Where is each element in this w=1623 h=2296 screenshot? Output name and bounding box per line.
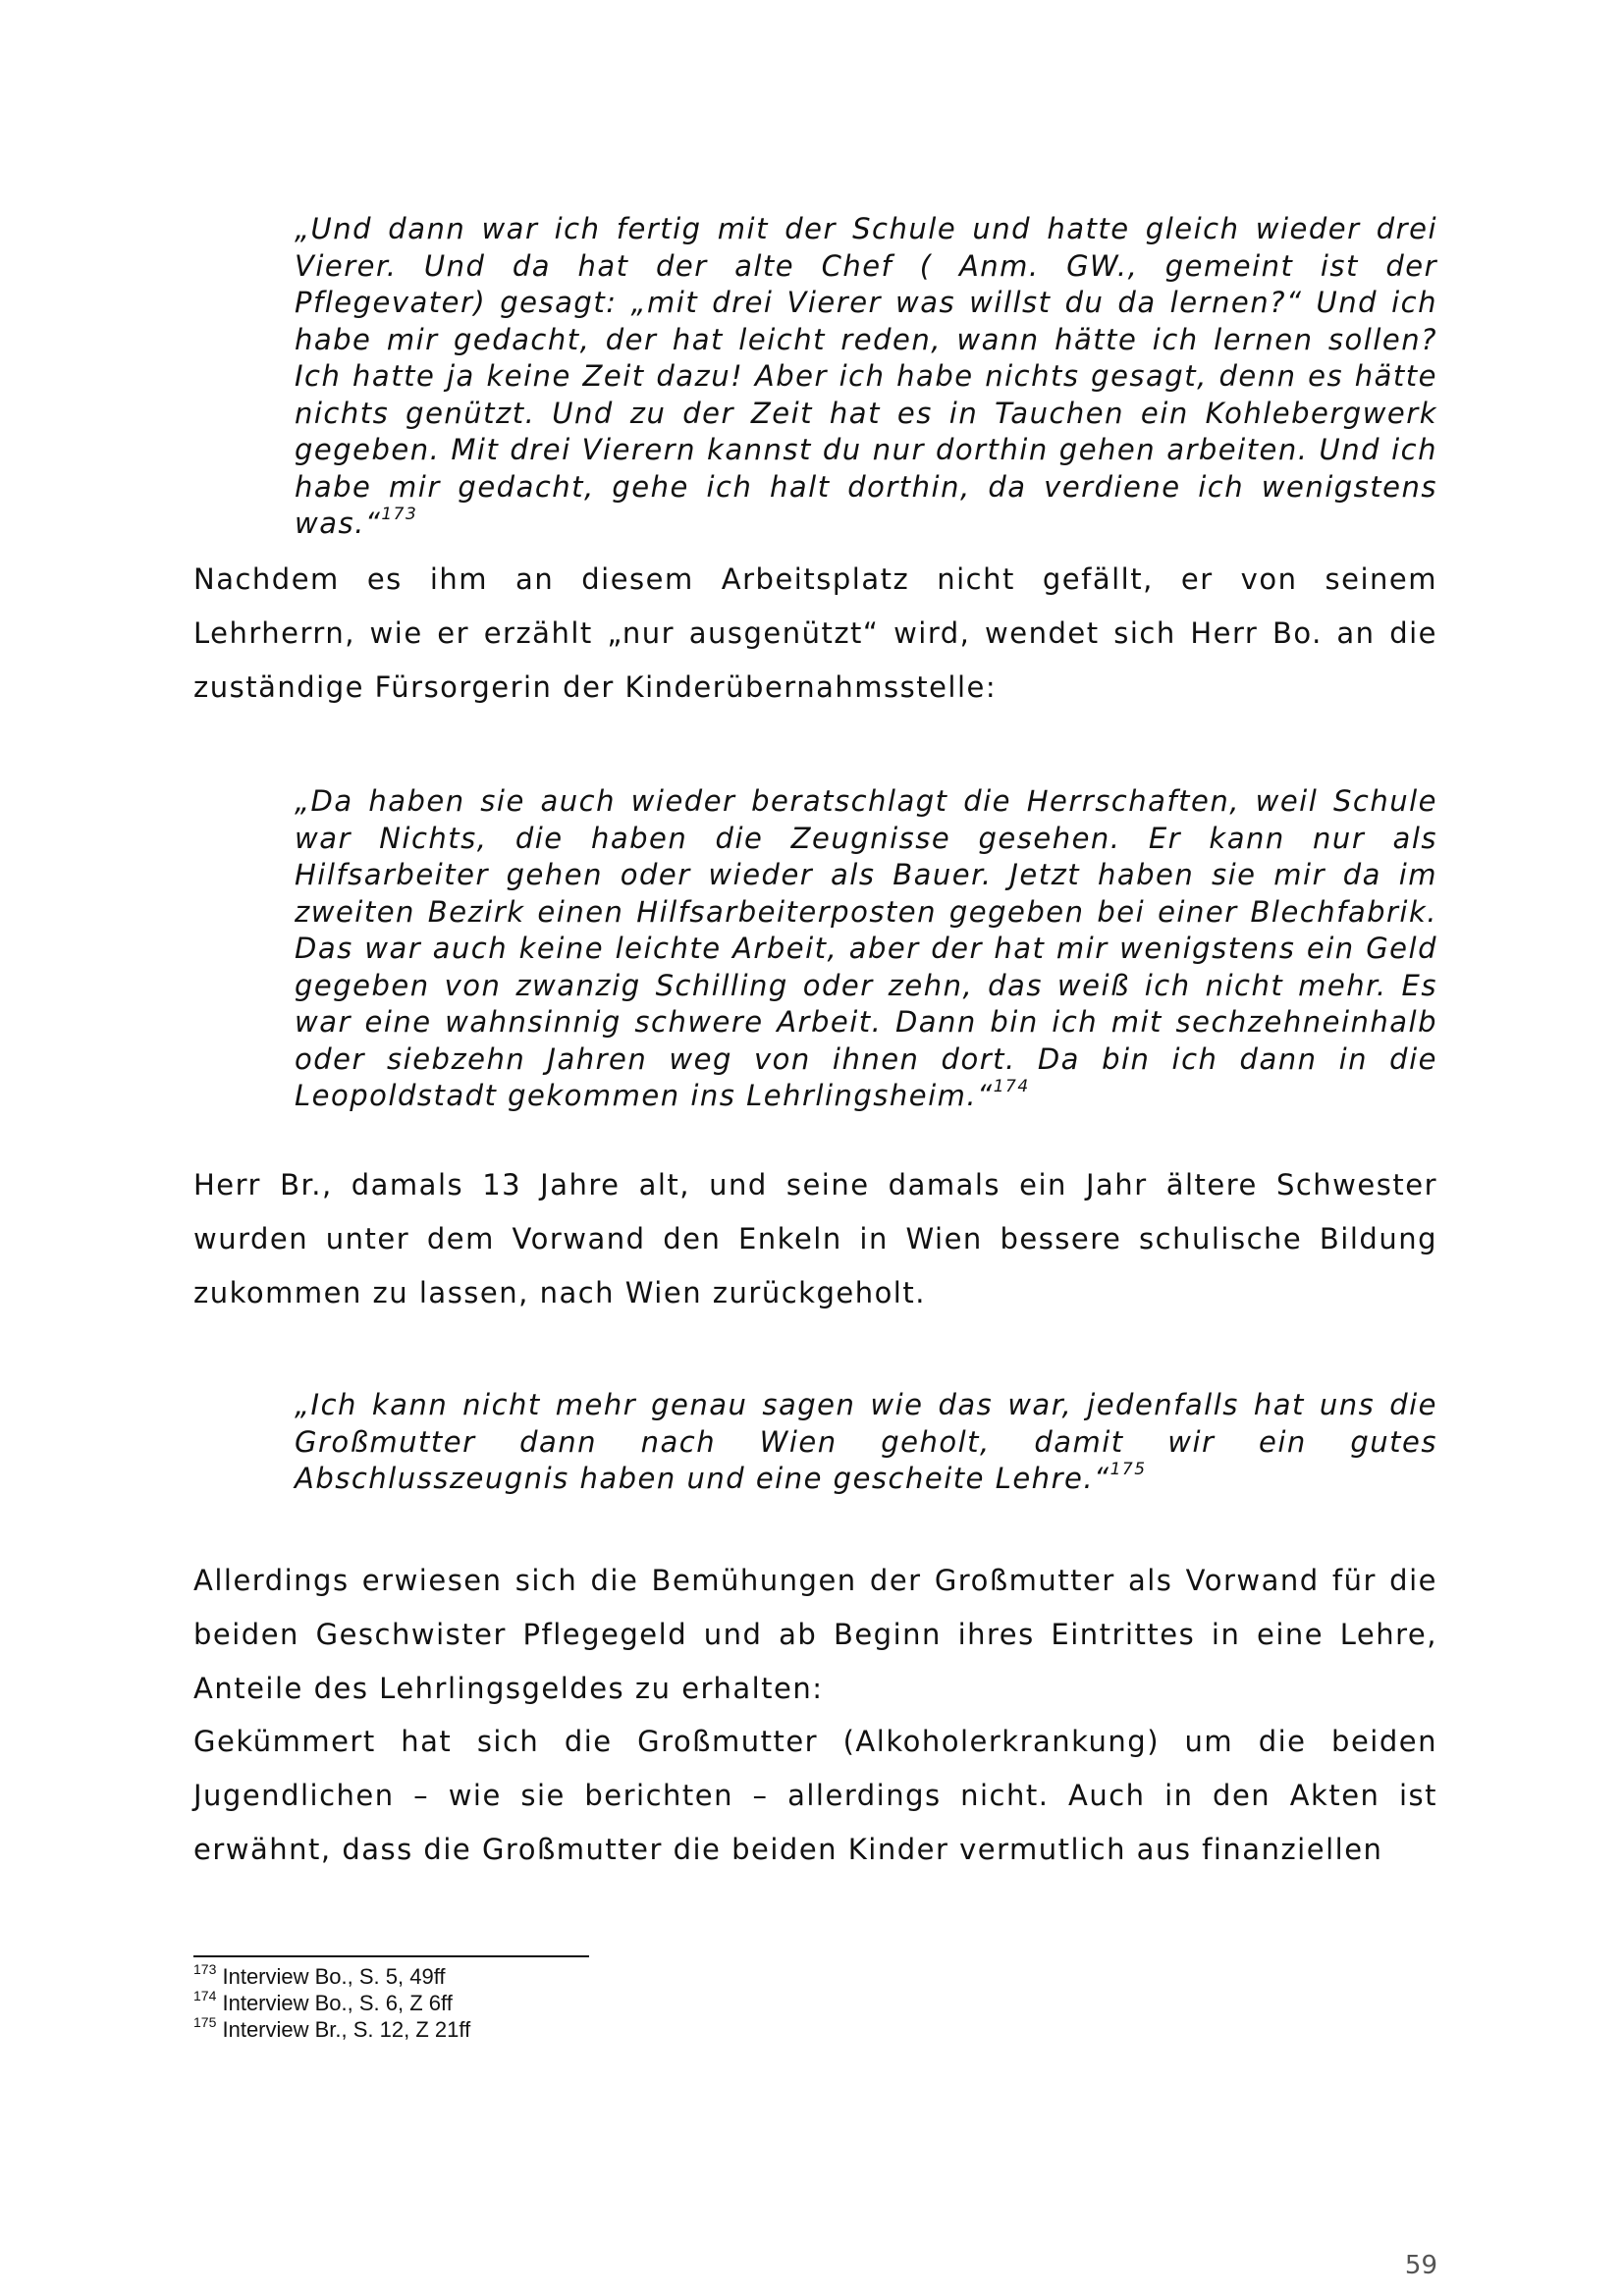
paragraph-3: Allerdings erwiesen sich die Bemühungen der Großmutter als Vorwand für die beiden Geschwister Pflegegeld und ab Beginn ihres Eintrittes in eine Lehre, Anteile des Lehrlingsgeldes zu erhalten: bbox=[193, 1564, 1437, 1705]
quote-text: „Da haben sie auch wieder beratschlagt die Herrschaften, weil Schule war Nichts, die haben die Zeugnisse gesehen. Er kann nur als Hilfsarbeiter gehen oder wieder als Bauer. Jetzt haben sie mir da im zweiten Bezirk einen Hilfsarbeiterposten gegeben bei einer Blechfabrik. Das war auch keine leichte Arbeit, aber der hat mir wenigstens ein Geld gegeben von zwanzig Schilling oder zehn, das weiß ich nicht mehr. Es war eine wahnsinnig schwere Arbeit. Dann bin ich mit sechzehneinhalb oder siebzehn Jahren weg von ihnen dort. Da bin ich dann in die Leopoldstadt gekommen ins Lehrlingsheim.“ bbox=[295, 784, 1437, 1112]
quote-text: „Und dann war ich fertig mit der Schule und hatte gleich wieder drei Vierer. Und da hat der alte Chef ( Anm. GW., gemeint ist der Pflegevater) gesagt: „mit drei Vierer was willst du da lernen?“ Und ich habe mir gedacht, der hat leicht reden, wann hätte ich lernen sollen? Ich hatte ja keine Zeit dazu! Aber ich habe nichts gesagt, denn es hätte nichts genützt. Und zu der Zeit hat es in Tauchen ein Kohlebergwerk gegeben. Mit drei Vierern kannst du nur dorthin gehen arbeiten. Und ich habe mir gedacht, gehe ich halt dorthin, da verdiene ich wenigstens was.“ bbox=[295, 212, 1437, 540]
paragraph-2: Herr Br., damals 13 Jahre alt, und seine damals ein Jahr ältere Schwester wurden unter dem Vorwand den Enkeln in Wien bessere schulische Bildung zukommen zu lassen, nach Wien zurückgeholt. bbox=[193, 1168, 1437, 1309]
footnote-item bbox=[193, 1990, 470, 2016]
footnote-text: Interview Bo., S. 6, Z 6ff bbox=[222, 1991, 453, 2015]
page-number: 59 bbox=[1404, 2251, 1437, 2280]
block-quote-2 bbox=[295, 783, 1437, 1115]
footnote-ref: 175 bbox=[1109, 1460, 1147, 1479]
footnote-item bbox=[193, 2016, 470, 2043]
quote-text: „Ich kann nicht mehr genau sagen wie das war, jedenfalls hat uns die Großmutter dann nach Wien geholt, damit wir ein gutes Abschlusszeugnis haben und eine gescheite Lehre.“ bbox=[295, 1388, 1437, 1495]
footnote-number: 175 bbox=[193, 2014, 217, 2030]
footnote-ref: 174 bbox=[993, 1077, 1030, 1096]
footnote-number: 173 bbox=[193, 1961, 217, 1977]
block-quote-3 bbox=[295, 1387, 1437, 1498]
footnotes bbox=[193, 1963, 470, 2043]
footnote-ref: 173 bbox=[381, 505, 418, 524]
footnote-item bbox=[193, 1963, 470, 1990]
footnote-text: Interview Br., S. 12, Z 21ff bbox=[222, 2017, 471, 2042]
footnote-number: 174 bbox=[193, 1988, 217, 2003]
footnote-divider bbox=[193, 1955, 589, 1957]
block-quote-1 bbox=[295, 211, 1437, 543]
footnote-text: Interview Bo., S. 5, 49ff bbox=[222, 1964, 446, 1989]
paragraph-4: Gekümmert hat sich die Großmutter (Alkoholerkrankung) um die beiden Jugendlichen – wie sie berichten – allerdings nicht. Auch in den Akten ist erwähnt, dass die Großmutter die beiden Kinder vermutlich aus finanziellen bbox=[193, 1725, 1437, 1866]
paragraph-1: Nachdem es ihm an diesem Arbeitsplatz nicht gefällt, er von seinem Lehrherrn, wie er erzählt „nur ausgenützt“ wird, wendet sich Herr Bo. an die zuständige Fürsorgerin der Kinderübernahmsstelle: bbox=[193, 562, 1437, 704]
